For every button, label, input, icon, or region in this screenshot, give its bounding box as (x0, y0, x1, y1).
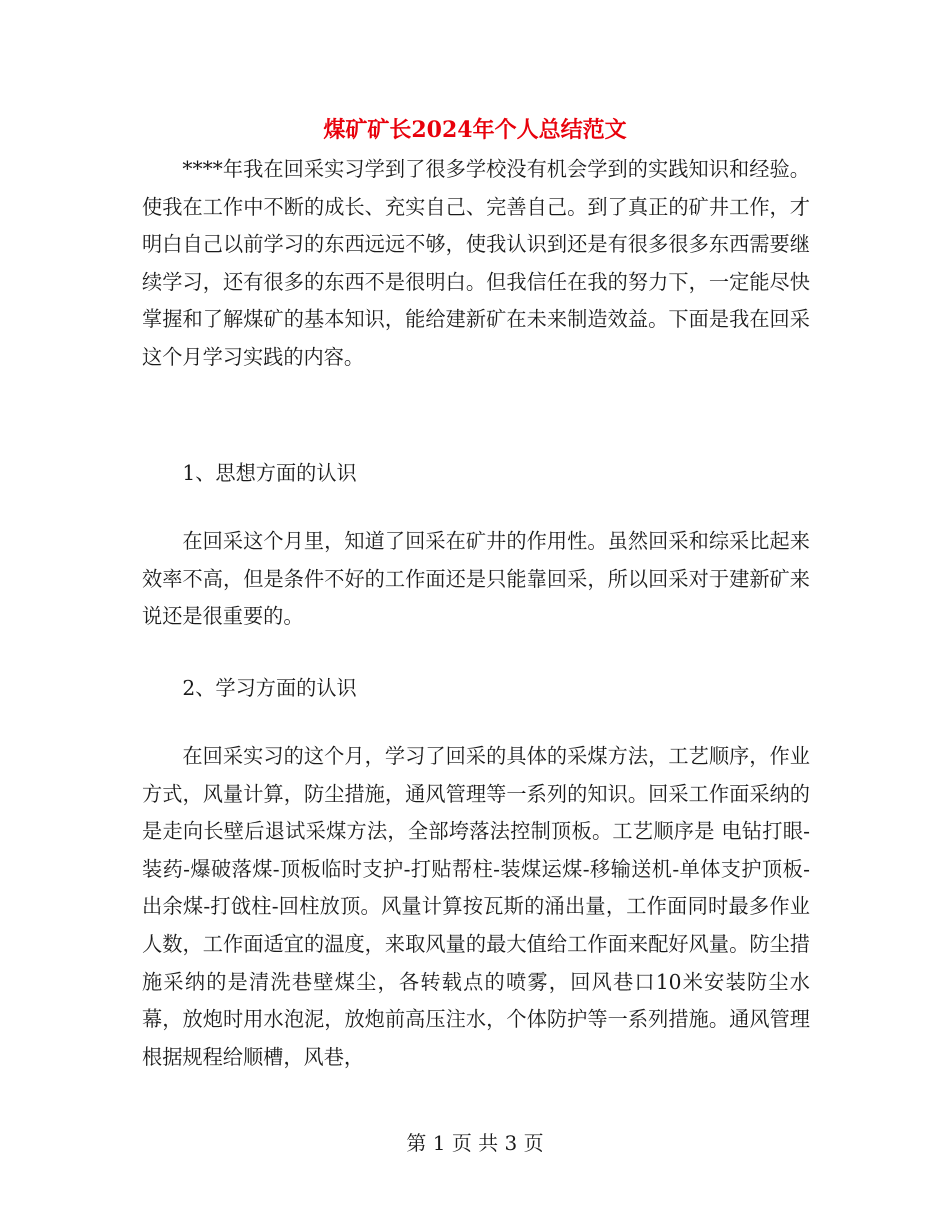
paragraph-text: 在回采这个月里，知道了回采在矿井的作用性。虽然回采和综采比起来效率不高，但是条件不好的工作面还是只能靠回采，所以回采对于建新矿来说还是很重要的。 (142, 529, 810, 629)
page-number-footer: 第 1 页 共 3 页 (406, 1131, 544, 1155)
section-heading-thought (142, 455, 810, 493)
paragraph-text: ****年我在回采实习学到了很多学校没有机会学到的实践知识和经验。使我在工作中不断的成长、充实自己、完善自己。到了真正的矿井工作，才明白自己以前学习的东西远远不够，使我认识到还是有很多很多东西需要继续学习，还有很多的东西不是很明白。但我信任在我的努力下，一定能尽快掌握和了解煤矿的基本知识，能给建新矿在未来制造效益。下面是我在回采这个月学习实践的内容。 (142, 157, 810, 369)
section-heading-study (142, 670, 810, 708)
paragraph-study (142, 738, 810, 1076)
paragraph-text: 在回采实习的这个月，学习了回采的具体的采煤方法，工艺顺序，作业方式，风量计算，防尘措施，通风管理等一系列的知识。回采工作面采纳的是走向长壁后退试采煤方法，全部垮落法控制顶板。工艺顺序是 电钻打眼-装药-爆破落煤-顶板临时支护-打贴帮柱-装煤运煤-移输送机-单体支护顶板-出余煤-打戗柱-回柱放顶。风量计算按瓦斯的涌出量，工作面同时最多作业人数，工作面适宜的温度，来取风量的最大值给工作面来配好风量。防尘措施采纳的是清洗巷壁煤尘，各转载点的喷雾，回风巷口10米安装防尘水幕，放炮时用水泡泥，放炮前高压注水，个体防护等一系列措施。通风管理根据规程给顺槽，风巷， (142, 744, 810, 1069)
paragraph-intro (142, 151, 810, 377)
paragraph-thought (142, 523, 810, 636)
document-title: 煤矿矿长2024年个人总结范文 (323, 117, 627, 143)
section-heading-text: 2、学习方面的认识 (182, 676, 357, 700)
section-heading-text: 1、思想方面的认识 (182, 461, 357, 485)
